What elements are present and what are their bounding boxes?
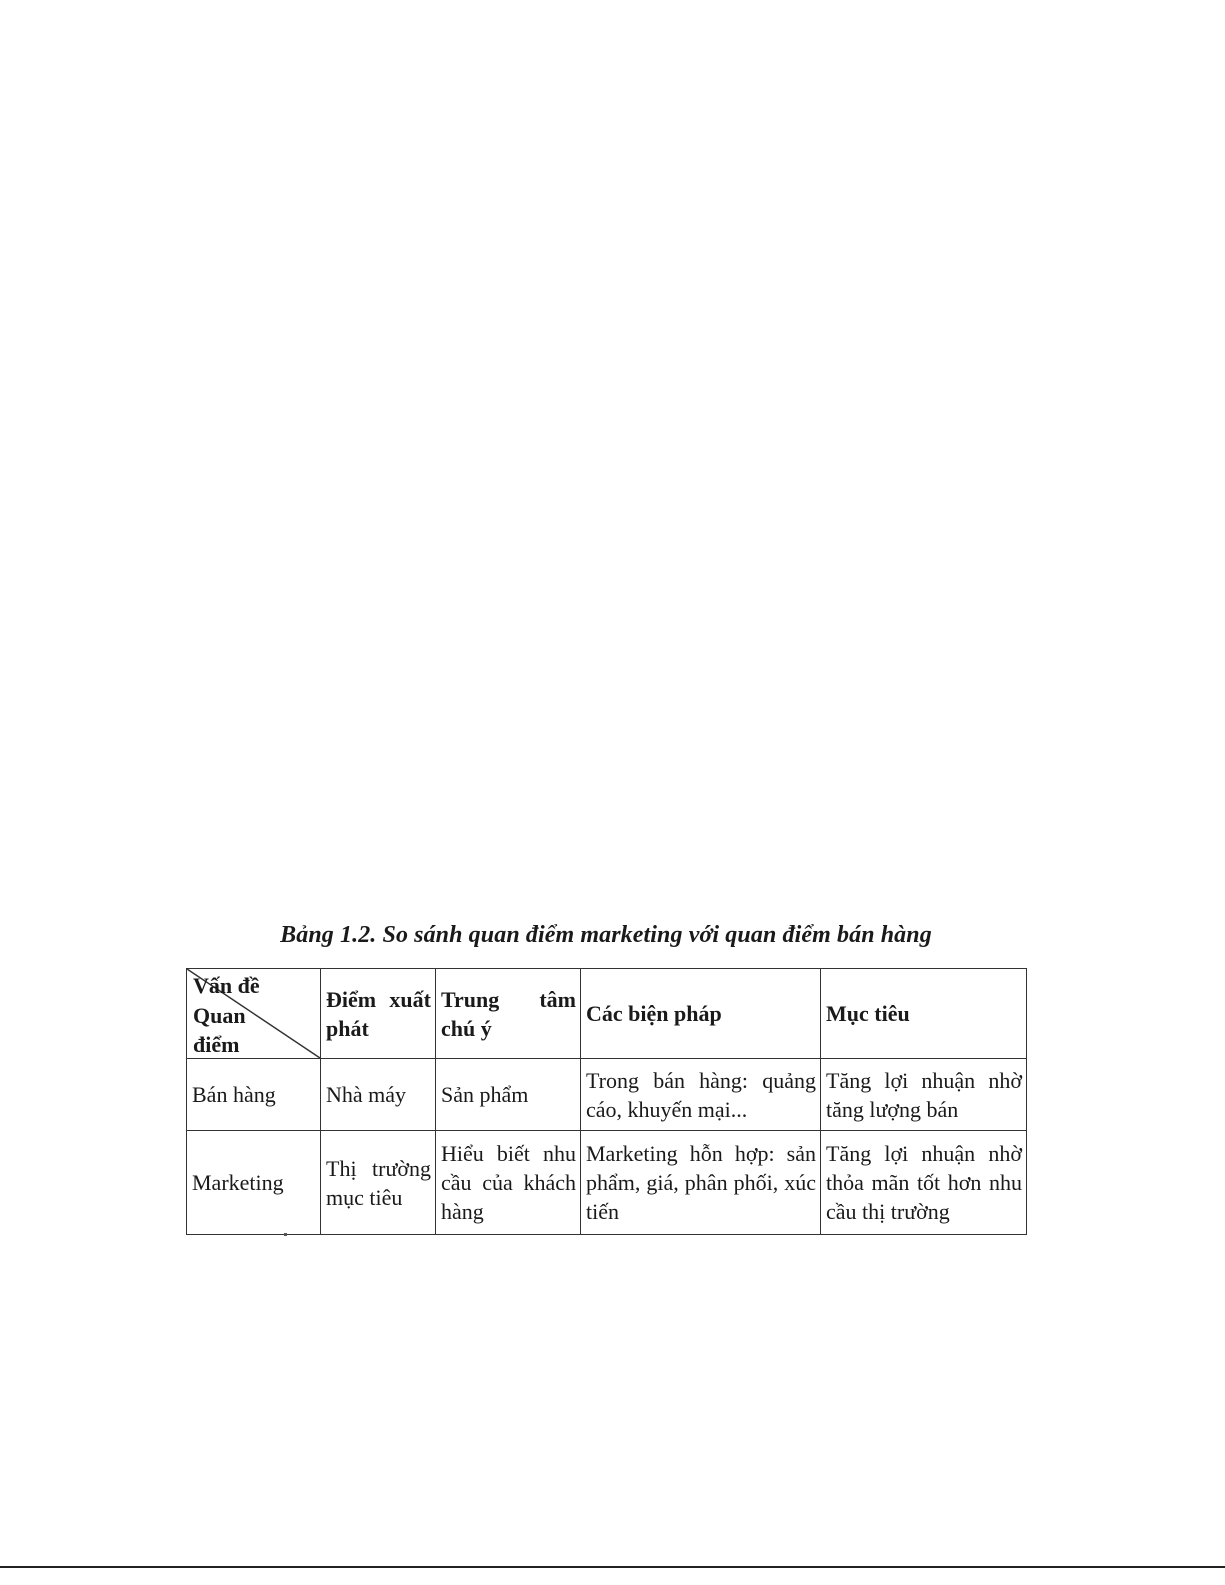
row-label: Bán hàng [187, 1059, 321, 1131]
table-row [187, 1131, 1027, 1235]
table-caption: Bảng 1.2. So sánh quan điểm marketing với quan điểm bán hàng [280, 922, 932, 948]
table-cell: Trong bán hàng: quảng cáo, khuyến mại... [581, 1059, 821, 1131]
stray-mark [284, 1233, 287, 1236]
table-row [187, 1059, 1027, 1131]
table-cell: Marketing hỗn hợp: sản phẩm, giá, phân phối, xúc tiến [581, 1131, 821, 1235]
header-corner-bottom: Quan điểm [193, 1003, 246, 1057]
header-objective: Mục tiêu [821, 969, 1027, 1059]
table-cell: Hiểu biết nhu cầu của khách hàng [436, 1131, 581, 1235]
table-cell: Thị trường mục tiêu [321, 1131, 436, 1235]
header-focus: Trung tâm chú ý [436, 969, 581, 1059]
header-starting-point: Điểm xuất phát [321, 969, 436, 1059]
table-cell: Tăng lợi nhuận nhờ tăng lượng bán [821, 1059, 1027, 1131]
table-header-row [187, 969, 1027, 1059]
comparison-table [186, 968, 1027, 1235]
diagonal-header-cell [187, 969, 321, 1059]
table-cell: Nhà máy [321, 1059, 436, 1131]
header-corner-top: Vấn đề [193, 973, 260, 998]
header-measures: Các biện pháp [581, 969, 821, 1059]
page-bottom-rule [0, 1566, 1225, 1568]
row-label: Marketing [187, 1131, 321, 1235]
table-cell: Tăng lợi nhuận nhờ thỏa mãn tốt hơn nhu cầu thị trường [821, 1131, 1027, 1235]
table-cell: Sản phẩm [436, 1059, 581, 1131]
